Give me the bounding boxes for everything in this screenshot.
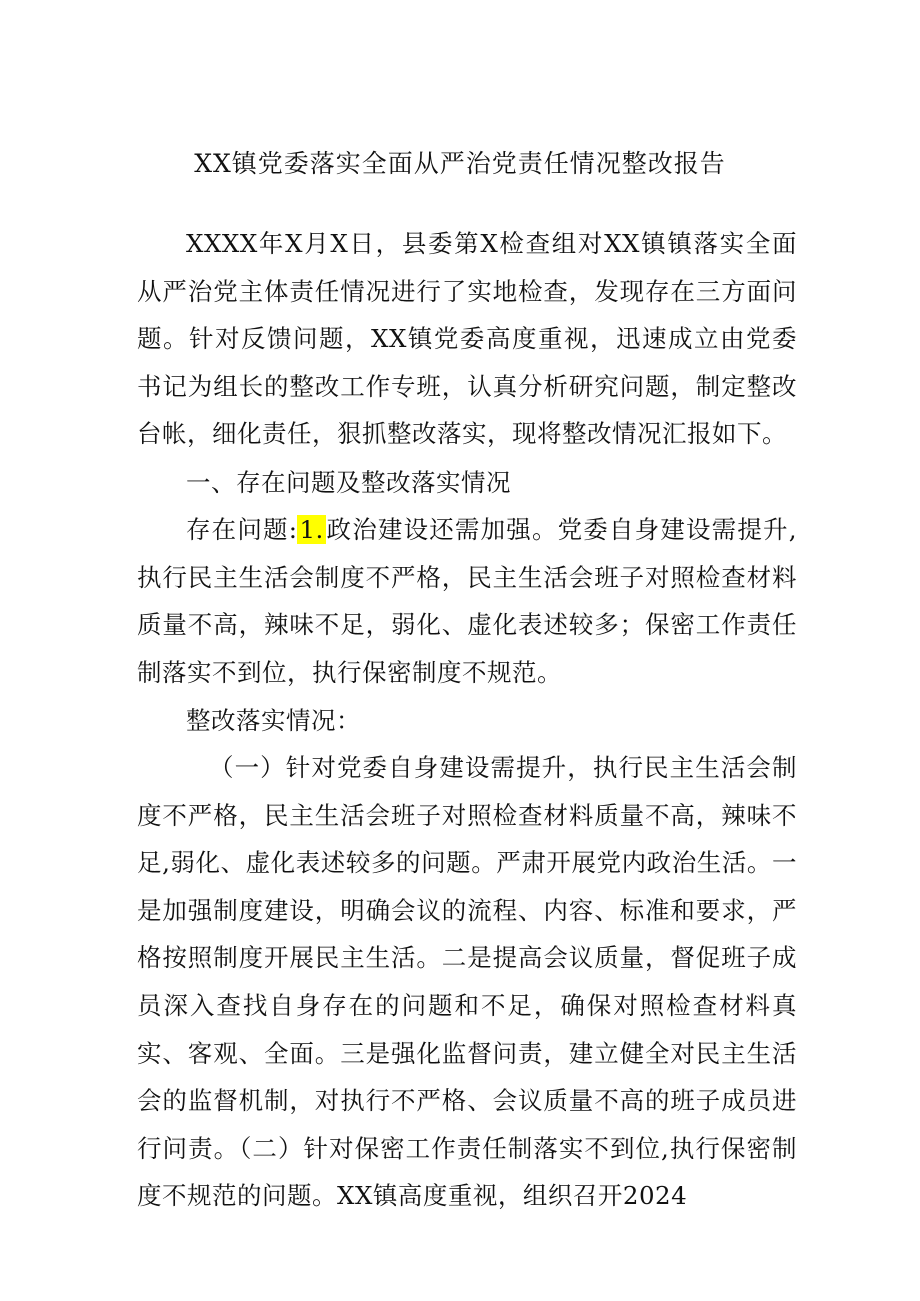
intro-paragraph: XXXX年X月X日，县委第X检查组对XX镇镇落实全面从严治党主体责任情况进行了实地检查，发现存在三方面问题。针对反馈问题，XX镇党委高度重视，迅速成立由党委书记为组长的整改工作专班，认真分析研究问题，制定整改台帐，细化责任，狠抓整改落实，现将整改情况汇报如下。 [137, 229, 797, 449]
rectification-paragraph: （一）针对党委自身建设需提升，执行民主生活会制度不严格，民主生活会班子对照检查材料质量不高，辣味不足,弱化、虚化表述较多的问题。严肃开展党内政治生活。一是加强制度建设，明确会议的流程、内容、标准和要求，严格按照制度开展民主生活。二是提高会议质量，督促班子成员深入查找自身存在的问题和不足，确保对照检查材料真实、客观、全面。三是强化监督问责，建立健全对民主生活会的监督机制，对执行不严格、会议质量不高的班子成员进行问责。（二）针对保密工作责任制落实不到位,执行保密制度不规范的问题。XX镇高度重视，组织召开2024 [137, 753, 797, 1211]
problems-text: 政治建设还需加强。党委自身建设需提升,执行民主生活会制度不严格，民主生活会班子对照检查材料质量不高，辣味不足，弱化、虚化表述较多；保密工作责任制落实不到位，执行保密制度不规范。 [137, 515, 797, 687]
highlighted-problem-number: 1. [299, 515, 324, 544]
rectification-heading: 整改落实情况： [186, 706, 361, 735]
section-heading: 一、存在问题及整改落实情况 [186, 468, 511, 497]
problems-paragraph [137, 506, 797, 696]
page-title: XX镇党委落实全面从严治党责任情况整改报告 [194, 149, 726, 178]
problems-label: 存在问题: [186, 515, 298, 544]
